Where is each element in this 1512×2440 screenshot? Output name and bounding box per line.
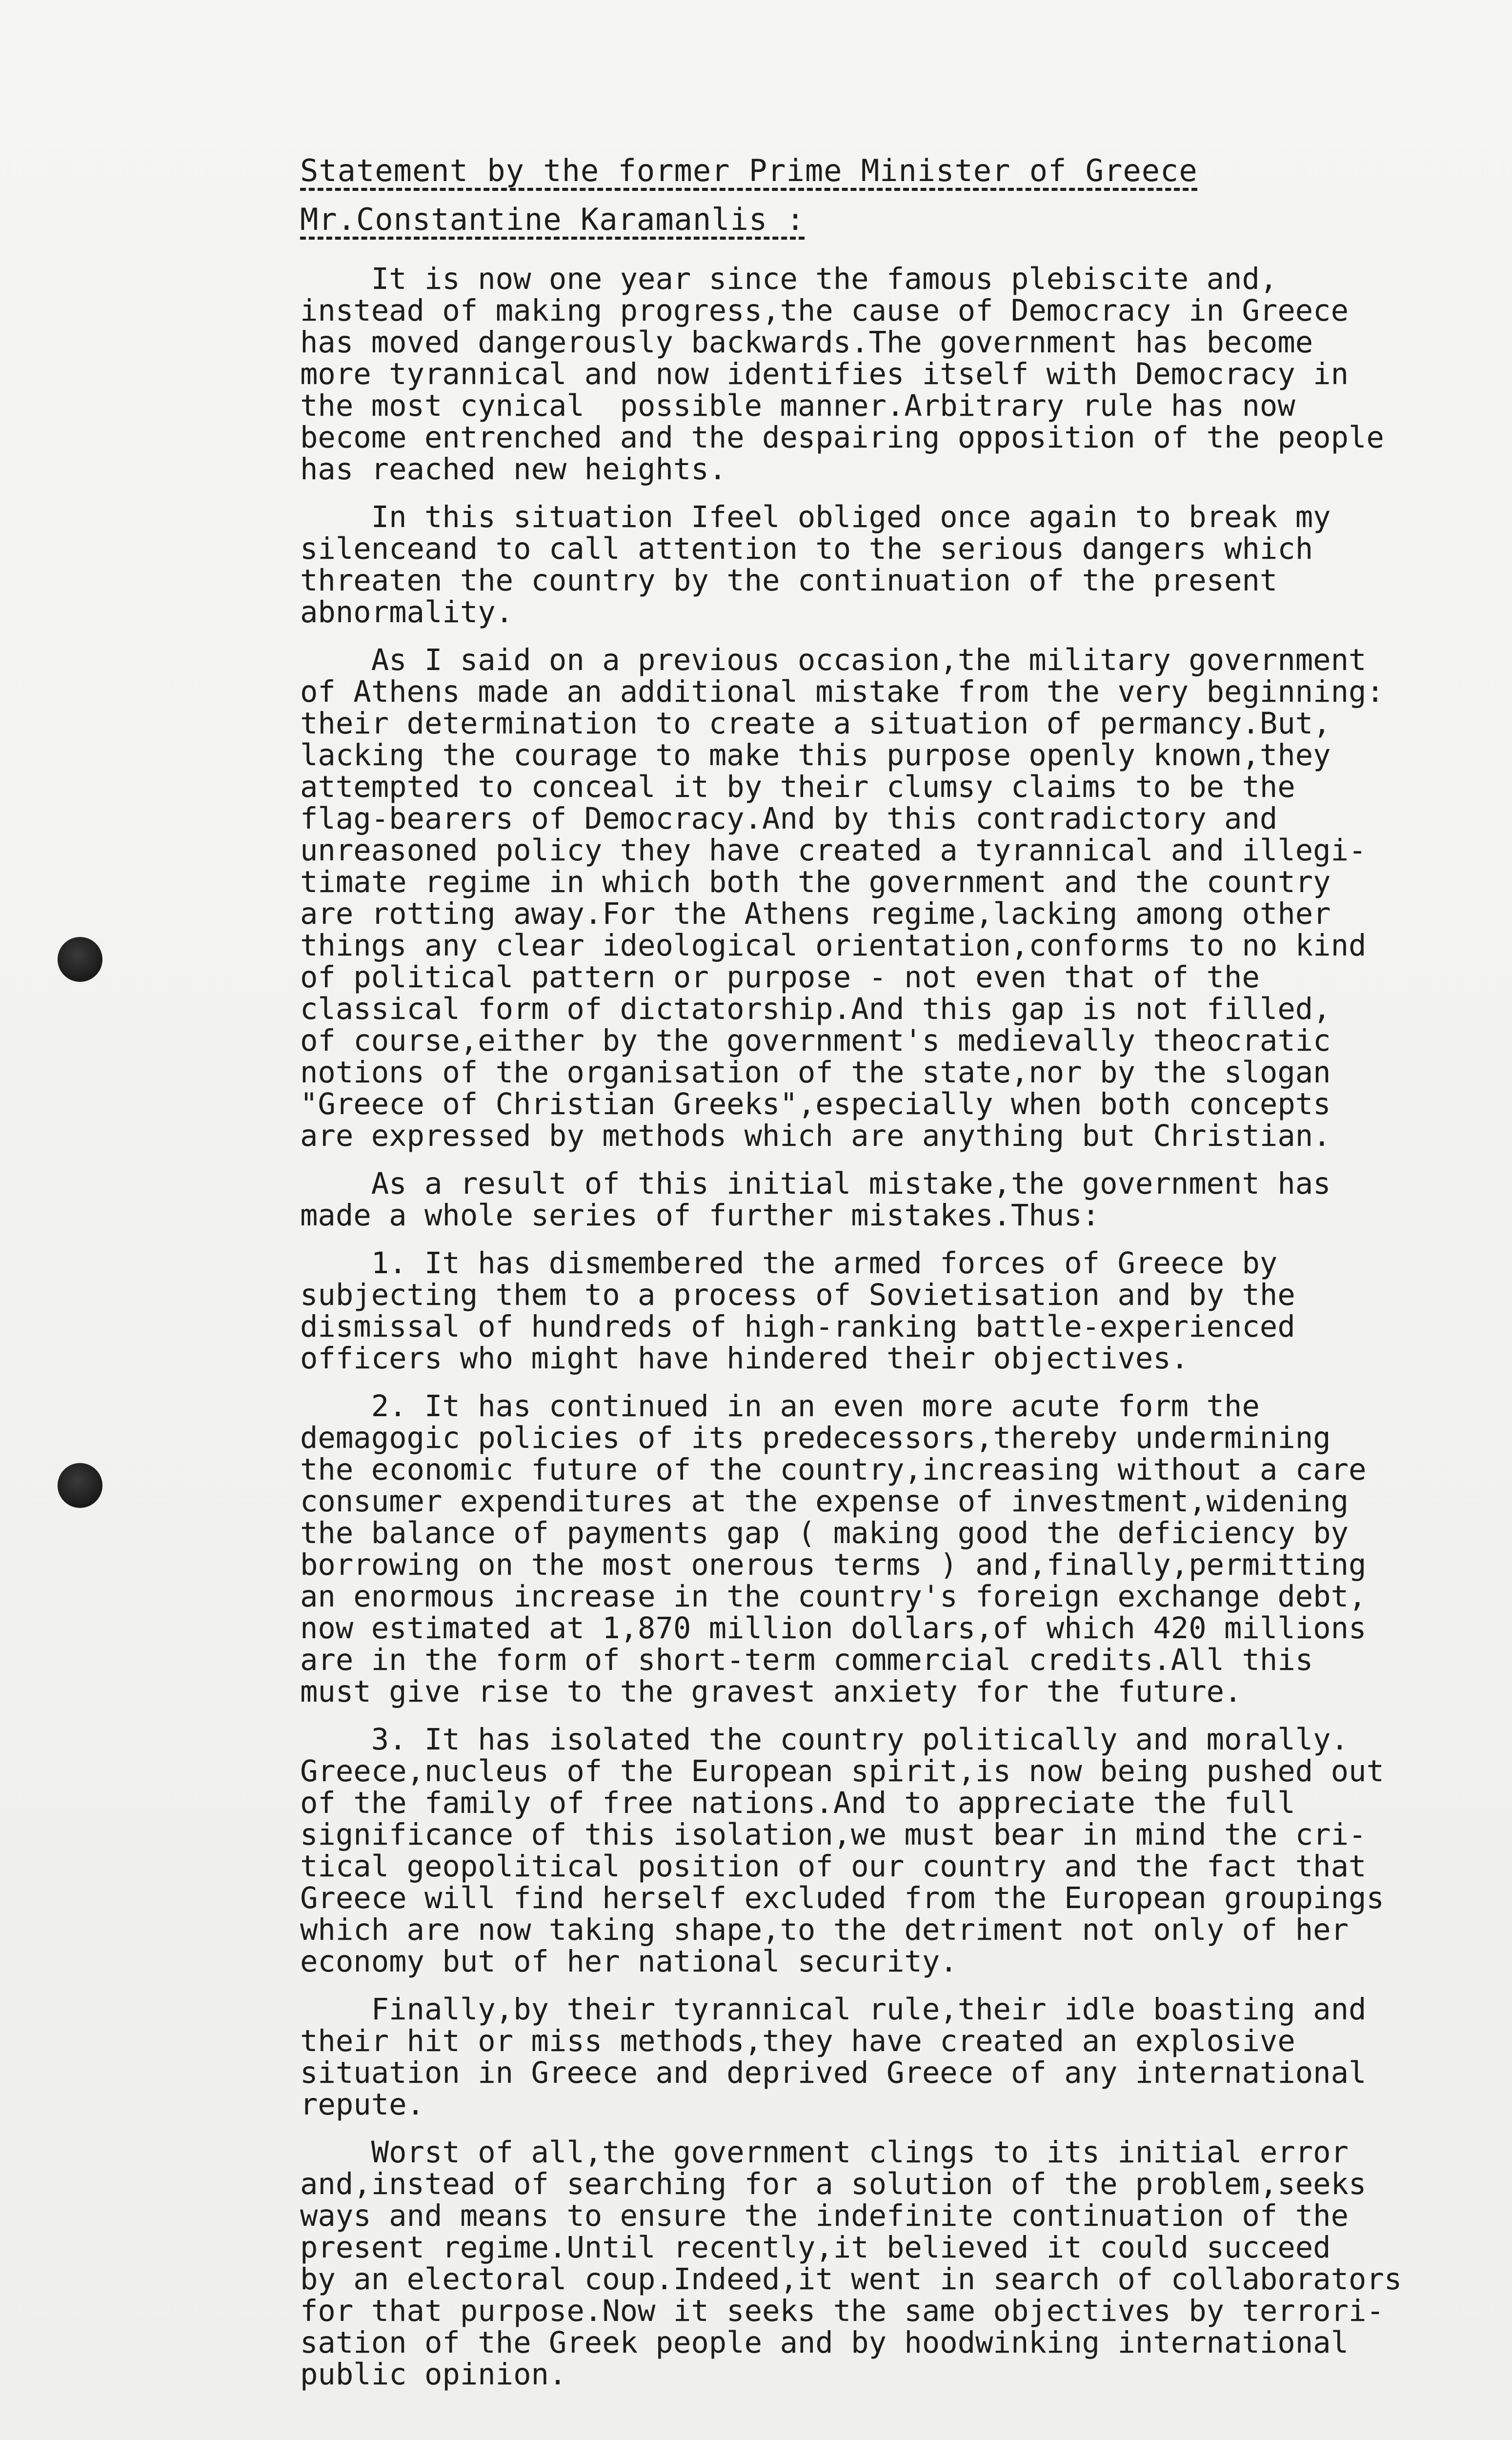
document-subtitle: Mr.Constantine Karamanlis : — [300, 202, 805, 237]
text-line: 3. It has isolated the country politically and morally. — [300, 1723, 1349, 1757]
text-line: has moved dangerously backwards.The government has become — [300, 325, 1313, 360]
paragraph — [300, 1168, 1495, 1232]
text-line: tical geopolitical position of our country and the fact that — [300, 1850, 1367, 1884]
text-line: the balance of payments gap ( making good the deficiency by — [300, 1516, 1349, 1550]
text-line: ways and means to ensure the indefinite continuation of the — [300, 2199, 1349, 2233]
text-line: of Athens made an additional mistake from the very beginning: — [300, 675, 1384, 709]
text-line: are in the form of short-term commercial credits.All this — [300, 1643, 1313, 1677]
text-line: the most cynical possible manner.Arbitrary rule has now — [300, 389, 1295, 423]
text-line: timate regime in which both the government and the country — [300, 865, 1331, 899]
text-line: are expressed by methods which are anything but Christian. — [300, 1119, 1331, 1153]
text-line: must give rise to the gravest anxiety for the future. — [300, 1675, 1242, 1709]
text-line: things any clear ideological orientation,conforms to no kind — [300, 929, 1367, 963]
text-line: unreasoned policy they have created a tyrannical and illegi- — [300, 834, 1367, 868]
text-line: It is now one year since the famous plebiscite and, — [300, 262, 1278, 296]
text-line: their determination to create a situation of permancy.But, — [300, 707, 1331, 741]
text-line: abnormality. — [300, 595, 514, 630]
text-line: Greece,nucleus of the European spirit,is now being pushed out — [300, 1754, 1384, 1789]
text-line: dismissal of hundreds of high-ranking battle-experienced — [300, 1310, 1295, 1344]
text-line: of the family of free nations.And to appreciate the full — [300, 1786, 1295, 1820]
text-line: threaten the country by the continuation of the present — [300, 564, 1278, 598]
text-line: As a result of this initial mistake,the government has — [300, 1167, 1331, 1201]
text-line: Worst of all,the government clings to its initial error — [300, 2135, 1349, 2170]
text-line: become entrenched and the despairing opposition of the people — [300, 421, 1384, 455]
text-line: significance of this isolation,we must bear in mind the cri- — [300, 1818, 1367, 1852]
text-line: and,instead of searching for a solution of the problem,seeks — [300, 2167, 1367, 2201]
text-line: subjecting them to a process of Sovietisation and by the — [300, 1278, 1295, 1312]
paragraph — [300, 1391, 1495, 1708]
text-line: instead of making progress,the cause of Democracy in Greece — [300, 294, 1349, 328]
text-line: In this situation Ifeel obliged once again to break my — [300, 500, 1331, 534]
text-line: borrowing on the most onerous terms ) and,finally,permitting — [300, 1548, 1367, 1582]
text-line: notions of the organisation of the state,nor by the slogan — [300, 1056, 1331, 1090]
text-line: lacking the courage to make this purpose openly known,they — [300, 738, 1331, 773]
text-line: Greece will find herself excluded from the European groupings — [300, 1881, 1384, 1915]
text-line: economy but of her national security. — [300, 1945, 958, 1979]
text-line: made a whole series of further mistakes.Thus: — [300, 1199, 1100, 1233]
text-line: As I said on a previous occasion,the military government — [300, 643, 1367, 677]
text-line: consumer expenditures at the expense of investment,widening — [300, 1484, 1349, 1519]
text-line: officers who might have hindered their objectives. — [300, 1342, 1189, 1376]
text-line: Finally,by their tyrannical rule,their idle boasting and — [300, 1993, 1367, 2027]
text-line: an enormous increase in the country's foreign exchange debt, — [300, 1580, 1367, 1614]
text-line: for that purpose.Now it seeks the same objectives by terrori- — [300, 2294, 1384, 2328]
text-line: present regime.Until recently,it believed it could succeed — [300, 2231, 1331, 2265]
paragraph — [300, 264, 1495, 486]
text-line: by an electoral coup.Indeed,it went in search of collaborators — [300, 2262, 1402, 2297]
punch-hole-icon — [58, 1463, 102, 1508]
text-line: 1. It has dismembered the armed forces of Greece by — [300, 1246, 1278, 1281]
text-line: the economic future of the country,increasing without a care — [300, 1453, 1367, 1487]
text-line: repute. — [300, 2088, 424, 2122]
document-title: Statement by the former Prime Minister of Greece — [300, 153, 1198, 188]
text-line: their hit or miss methods,they have created an explosive — [300, 2024, 1295, 2058]
text-line: demagogic policies of its predecessors,thereby undermining — [300, 1421, 1331, 1455]
text-line: are rotting away.For the Athens regime,lacking among other — [300, 897, 1331, 931]
text-line: classical form of dictatorship.And this gap is not filled, — [300, 992, 1331, 1026]
text-line: now estimated at 1,870 million dollars,of which 420 millions — [300, 1611, 1367, 1646]
document-body — [300, 264, 1495, 2407]
text-line: flag-bearers of Democracy.And by this contradictory and — [300, 802, 1278, 836]
text-line: silenceand to call attention to the serious dangers which — [300, 532, 1313, 566]
text-line: sation of the Greek people and by hoodwinking international — [300, 2326, 1349, 2360]
text-line: 2. It has continued in an even more acute form the — [300, 1389, 1260, 1423]
text-line: has reached new heights. — [300, 452, 727, 487]
text-line: which are now taking shape,to the detriment not only of her — [300, 1913, 1349, 1947]
paragraph — [300, 502, 1495, 629]
paragraph — [300, 1994, 1495, 2121]
text-line: of political pattern or purpose - not even that of the — [300, 960, 1260, 995]
text-line: public opinion. — [300, 2358, 567, 2392]
punch-hole-icon — [58, 937, 102, 982]
paragraph — [300, 2137, 1495, 2391]
paragraph — [300, 1724, 1495, 1978]
text-line: "Greece of Christian Greeks",especially when both concepts — [300, 1087, 1331, 1121]
text-line: attempted to conceal it by their clumsy claims to be the — [300, 770, 1295, 804]
text-line: more tyrannical and now identifies itself with Democracy in — [300, 357, 1349, 391]
text-line: of course,either by the government's medievally theocratic — [300, 1024, 1331, 1058]
paragraph — [300, 645, 1495, 1152]
paragraph — [300, 1248, 1495, 1375]
text-line: situation in Greece and deprived Greece of any international — [300, 2056, 1367, 2090]
